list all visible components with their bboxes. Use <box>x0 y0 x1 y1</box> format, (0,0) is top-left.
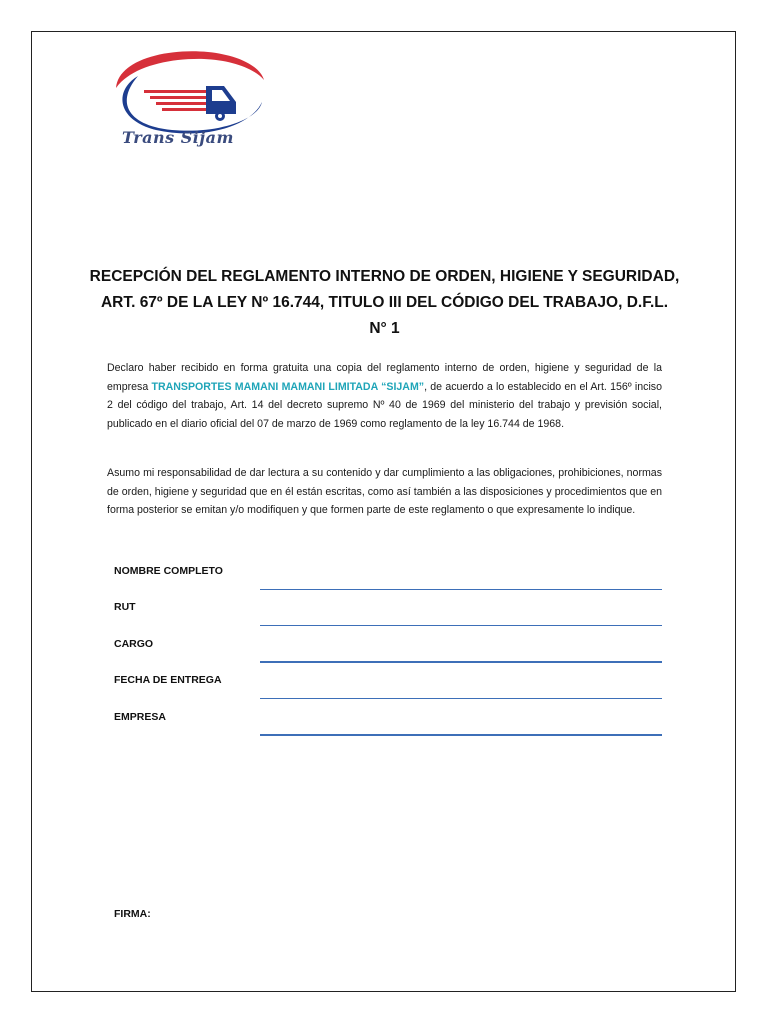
rut-line[interactable] <box>260 625 662 626</box>
document-title <box>82 264 687 342</box>
company-logo <box>108 46 268 156</box>
truck-logo-icon <box>108 46 268 136</box>
nombre-completo-label: NOMBRE COMPLETO <box>114 565 223 577</box>
company-name: TRANSPORTES MAMANI MAMANI LIMITADA “SIJAM” <box>151 380 425 393</box>
declaration-paragraph <box>107 359 662 433</box>
cargo-label: CARGO <box>114 638 154 650</box>
declaration-text-start: Declaro haber recibido en forma gratuita una copia del reglamento interno de orden, higiene y seguridad de la empresa <box>107 362 662 393</box>
fecha-de-entrega-label: FECHA DE ENTREGA <box>114 674 222 686</box>
title-line-3: N° 1 <box>369 320 400 337</box>
cargo-line[interactable] <box>260 661 662 663</box>
responsibility-paragraph: Asumo mi responsabilidad de dar lectura a su contenido y dar cumplimiento a las obligaciones, prohibiciones, normas de orden, higiene y seguridad que en él están escritas, como así también a las disposiciones y procedimientos que en forma posterior se emitan y/o modifiquen y que formen parte de este reglamento o que expresamente lo indique. <box>107 467 662 516</box>
document-page <box>31 31 736 992</box>
fecha-de-entrega-line[interactable] <box>260 698 662 699</box>
title-line-2: ART. 67º DE LA LEY Nº 16.744, TITULO III DEL CÓDIGO DEL TRABAJO, D.F.L. <box>100 294 669 311</box>
empresa-line[interactable] <box>260 734 662 736</box>
firma-label: FIRMA: <box>114 908 151 920</box>
nombre-completo-line[interactable] <box>260 589 662 590</box>
declaration-text-end: , de acuerdo a lo establecido en el Art. 156º inciso 2 del código del trabajo, Art. 14 del decreto supremo Nº 40 de 1969 del ministerio del trabajo y previsión social, publicado en el diario oficial del 07 de marzo de 1969 como reglamento de la ley 16.744 de 1968. <box>107 380 662 430</box>
rut-label: RUT <box>114 601 136 613</box>
logo-text: Trans Sijam <box>122 128 234 147</box>
empresa-label: EMPRESA <box>114 711 166 723</box>
title-line-1: RECEPCIÓN DEL REGLAMENTO INTERNO DE ORDEN, HIGIENE Y SEGURIDAD, <box>89 268 680 285</box>
